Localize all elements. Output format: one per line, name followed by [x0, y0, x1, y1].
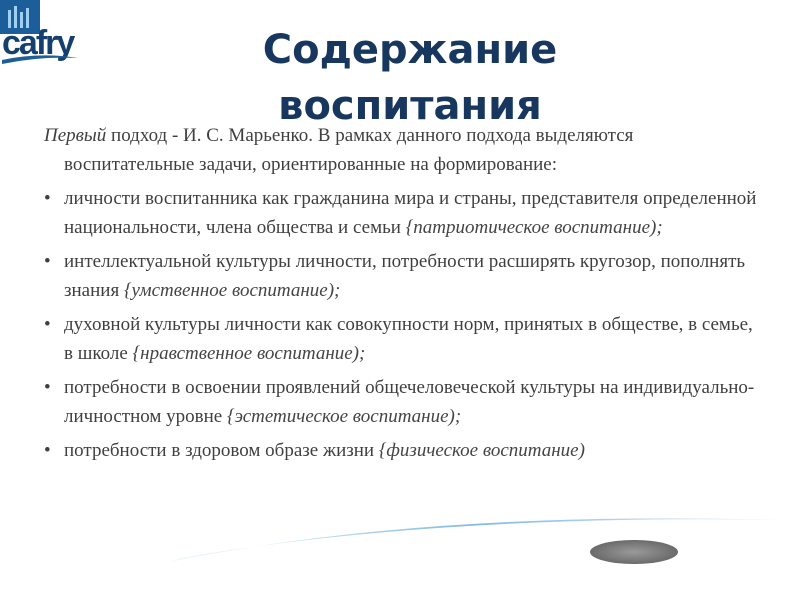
list-item: [44, 247, 764, 305]
item-text: интеллектуальной культуры личности, потребности расширять кругозор, пополнять знания: [64, 251, 746, 301]
item-text: личности воспитанника как гражданина мира и страны, представителя определенной национальности, члена общества и семьи: [64, 188, 757, 238]
item-category: {физическое воспитание): [378, 440, 585, 461]
swoosh-stroke: [170, 518, 780, 562]
decorative-swoosh: [0, 470, 800, 580]
task-list: [44, 184, 764, 465]
shadow-ellipse: [590, 540, 678, 564]
intro-text: подход - И. С. Марьенко. В рамках данного подхода выделяются воспитательные задачи, ориентированные на формирование:: [64, 125, 634, 175]
bullet-icon: •: [44, 314, 51, 335]
list-item: [44, 184, 764, 242]
list-item: [44, 373, 764, 431]
bullet-icon: •: [44, 188, 51, 209]
list-item: [44, 436, 764, 465]
item-text: духовной культуры личности как совокупности норм, принятых в обществе, в семье, в школе: [64, 314, 753, 364]
item-category: {патриотическое воспитание);: [405, 217, 663, 238]
logo-wordmark: cafry: [2, 24, 74, 62]
logo-swoosh-icon: [0, 52, 80, 66]
item-text: потребности в освоении проявлений общечеловеческой культуры на индивидуально-личностном уровне: [64, 377, 755, 427]
item-category: {эстетическое воспитание);: [226, 406, 462, 427]
logo: [0, 0, 90, 70]
list-item: [44, 310, 764, 368]
bullet-icon: •: [44, 440, 51, 461]
slide-body: [44, 121, 764, 470]
slide-title: Содержание воспитания: [262, 27, 558, 129]
intro-lead: Первый: [44, 125, 107, 146]
intro-paragraph: [44, 121, 764, 179]
bullet-icon: •: [44, 377, 51, 398]
bullet-icon: •: [44, 251, 51, 272]
item-category: {нравственное воспитание);: [132, 343, 366, 364]
item-category: {умственное воспитание);: [123, 280, 341, 301]
item-text: потребности в здоровом образе жизни: [64, 440, 379, 461]
